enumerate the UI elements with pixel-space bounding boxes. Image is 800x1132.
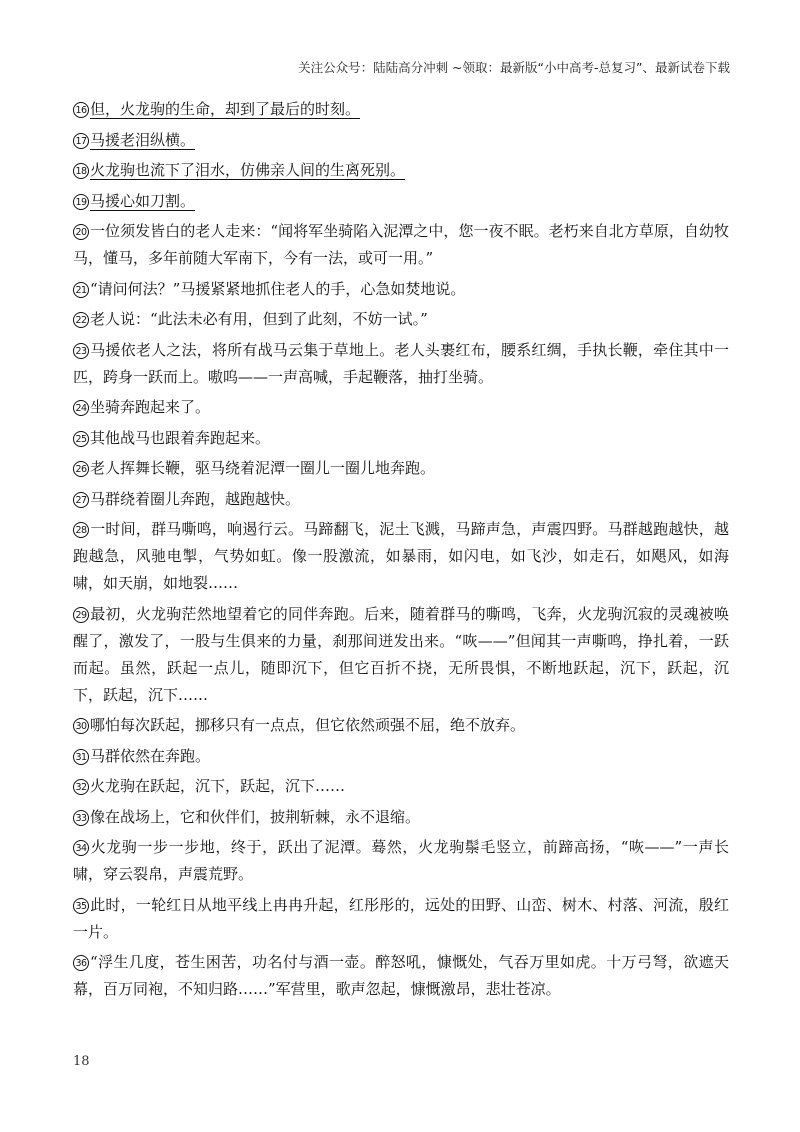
- paragraph-text: 一位须发皆白的老人走来：“闻将军坐骑陷入泥潭之中，您一夜不眠。老朽来自北方草原，自幼牧马，懂马，多年前随大军南下，今有一法，或可一用。”: [73, 222, 729, 267]
- paragraph-text: 哪怕每次跃起，挪移只有一点点，但它依然顽强不屈，绝不放弃。: [90, 716, 526, 734]
- paragraph-number: 25: [73, 431, 89, 447]
- page-number: 18: [73, 1054, 90, 1069]
- paragraph-text: 火龙驹在跃起，沉下，跃起，沉下……: [90, 777, 346, 795]
- paragraph-number: 28: [73, 522, 89, 538]
- paragraph-number: 20: [73, 224, 89, 240]
- paragraph: [73, 516, 729, 597]
- paragraph: [73, 127, 729, 154]
- paragraph: [73, 455, 729, 482]
- paragraph: [73, 486, 729, 513]
- paragraph-number: 31: [73, 749, 89, 765]
- paragraph-text: 马援老泪纵横。: [90, 130, 196, 149]
- paragraph: [73, 425, 729, 452]
- paragraph-number: 24: [73, 400, 89, 416]
- paragraph: [73, 394, 729, 421]
- paragraph: [73, 743, 729, 770]
- paragraph: [73, 773, 729, 800]
- paragraph-number: 21: [73, 282, 89, 298]
- paragraph-text: 此时，一轮红日从地平线上冉冉升起，红彤彤的，远处的田野、山峦、树木、村落、河流，殷红一片。: [73, 895, 729, 941]
- paragraph-text: 但，火龙驹的生命，却到了最后的时刻。: [90, 100, 361, 118]
- paragraph-number: 30: [73, 718, 89, 734]
- paragraph-number: 35: [73, 898, 89, 914]
- paragraph-text: 其他战马也跟着奔跑起来。: [90, 428, 271, 447]
- paragraph-text: 马援依老人之法，将所有战马云集于草地上。老人头裹红布，腰系红绸，手执长鞭，牵住其中一匹，跨身一跃而上。嗷呜——一声高喊，手起鞭落，抽打坐骑。: [73, 340, 729, 386]
- paragraph-number: 34: [73, 840, 89, 856]
- paragraph-number: 26: [73, 461, 89, 477]
- paragraph-number: 32: [73, 779, 89, 795]
- paragraph-text: 最初，火龙驹茫然地望着它的同伴奔跑。后来，随着群马的嘶鸣，飞奔，火龙驹沉寂的灵魂被唤醒了，激发了，一股与生俱来的力量，刹那间迸发出来。“咴——”但闻其一声嘶鸣，挣扎着，一跃而起。虽然，跃起一点儿，随即沉下，但它百折不挠，无所畏惧，不断地跃起，沉下，跃起，沉下，跃起，沉下……: [73, 604, 729, 704]
- paragraph: [73, 157, 729, 184]
- paragraph-text: 像在战场上，它和伙伴们，披荆斩棘，永不退缩。: [90, 807, 421, 826]
- paragraph: [73, 96, 729, 123]
- page-header: 关注公众号：陆陆高分冲刺 ~领取：最新版“小中高考-总复习”、最新试卷下载: [298, 60, 730, 75]
- paragraph: [73, 804, 729, 831]
- paragraph: [73, 188, 729, 215]
- paragraph: [73, 218, 729, 272]
- paragraph: [73, 712, 729, 739]
- paragraph: [73, 892, 729, 946]
- paragraph-number: 19: [73, 194, 89, 210]
- paragraph-number: 29: [73, 607, 89, 623]
- paragraph-number: 22: [73, 312, 89, 328]
- paragraph-text: 火龙驹也流下了泪水，仿佛亲人间的生离死别。: [90, 161, 406, 179]
- paragraph-text: 马群依然在奔跑。: [90, 746, 211, 765]
- paragraph-number: 27: [73, 492, 89, 508]
- paragraph-text: “浮生几度，苍生困苦，功名付与酒一壶。醉怒吼，慷慨处，气吞万里如虎。十万弓弩，欲遮天幕，百万同袍，不知归路……”军营里，歌声忽起，慷慨激昂，悲壮苍凉。: [73, 953, 729, 998]
- paragraph: [73, 949, 729, 1003]
- paragraph-number: 36: [73, 955, 89, 971]
- paragraph-text: 一时间，群马嘶鸣，响遏行云。马蹄翻飞，泥土飞溅，马蹄声急，声震四野。马群越跑越快，越跑越急，风驰电掣，气势如虹。像一股激流，如暴雨，如闪电，如飞沙，如走石，如飓风，如海啸，如天崩，如地裂……: [73, 520, 729, 592]
- paragraph: [73, 276, 729, 303]
- paragraph: [73, 601, 729, 709]
- paragraph-text: “请问何法？”马援紧紧地抓住老人的手，心急如焚地说。: [90, 279, 466, 298]
- paragraph: [73, 306, 729, 333]
- paragraph-number: 33: [73, 810, 89, 826]
- paragraph-text: 老人挥舞长鞭，驱马绕着泥潭一圈儿一圈儿地奔跑。: [90, 459, 436, 477]
- paragraph-number: 17: [73, 133, 89, 149]
- paragraph: [73, 834, 729, 888]
- paragraph-text: 火龙驹一步一步地，终于，跃出了泥潭。蓦然，火龙驹鬃毛竖立，前蹄高扬，“咴——”一声长啸，穿云裂帛，声震荒野。: [73, 838, 729, 883]
- paragraph-number: 18: [73, 163, 89, 179]
- paragraph-text: 坐骑奔跑起来了。: [90, 398, 211, 416]
- paragraph: [73, 337, 729, 391]
- paragraph-text: 老人说：“此法未必有用，但到了此刻，不妨一试。”: [90, 310, 428, 328]
- document-body: [73, 96, 729, 1007]
- paragraph-text: 马群绕着圈儿奔跑，越跑越快。: [90, 489, 301, 508]
- paragraph-text: 马援心如刀割。: [90, 191, 196, 210]
- paragraph-number: 23: [73, 343, 89, 359]
- paragraph-number: 16: [73, 102, 89, 118]
